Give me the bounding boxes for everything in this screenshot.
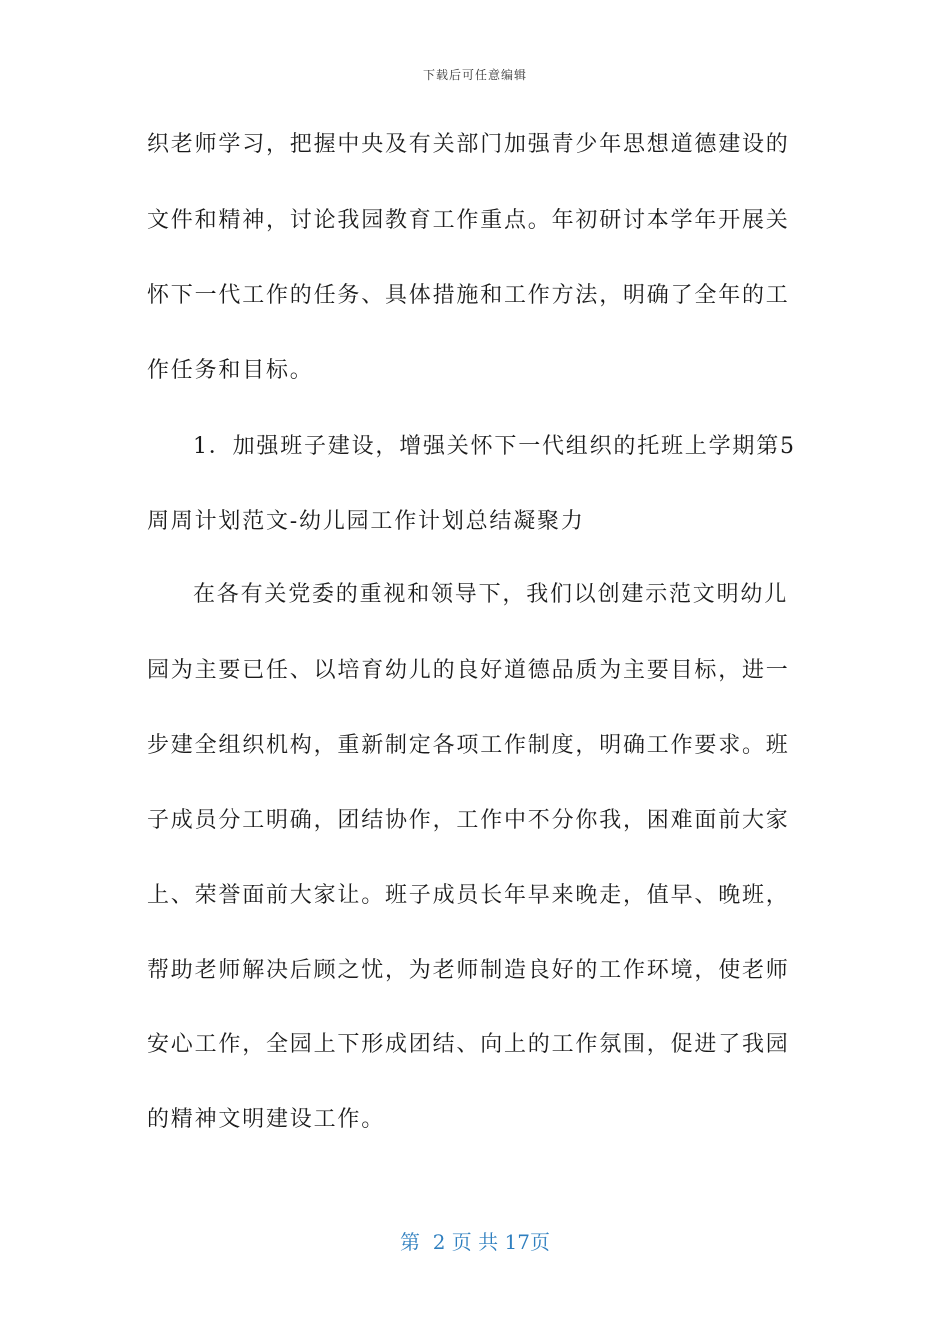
paragraph-line: 上、荣誉面前大家让。班子成员长年早来晚走，值早、晚班， [147, 883, 790, 908]
paragraph-line: 园为主要已任、以培育幼儿的良好道德品质为主要目标，进一 [147, 658, 790, 683]
paragraph-line: 文件和精神，讨论我园教育工作重点。年初研讨本学年开展关 [147, 208, 790, 233]
paragraph-line: 1．加强班子建设，增强关怀下一代组织的托班上学期第5 [193, 434, 796, 459]
paragraph-line: 步建全组织机构，重新制定各项工作制度，明确工作要求。班 [147, 733, 790, 758]
page-number-footer: 第 2 页 共 17页 [400, 1230, 550, 1254]
paragraph-line: 帮助老师解决后顾之忧，为老师制造良好的工作环境，使老师 [147, 958, 790, 983]
paragraph-line: 子成员分工明确，团结协作，工作中不分你我，困难面前大家 [147, 808, 790, 833]
paragraph-line: 周周计划范文-幼儿园工作计划总结凝聚力 [147, 509, 585, 534]
paragraph-line: 安心工作，全园上下形成团结、向上的工作氛围，促进了我园 [147, 1032, 790, 1057]
paragraph-line: 的精神文明建设工作。 [147, 1107, 386, 1132]
paragraph-line: 织老师学习，把握中央及有关部门加强青少年思想道德建设的 [147, 132, 790, 157]
paragraph-line: 在各有关党委的重视和领导下，我们以创建示范文明幼儿 [193, 582, 789, 607]
paragraph-line: 怀下一代工作的任务、具体措施和工作方法，明确了全年的工 [147, 283, 790, 308]
page-header: 下载后可任意编辑 [422, 68, 527, 82]
paragraph-line: 作任务和目标。 [147, 358, 314, 383]
